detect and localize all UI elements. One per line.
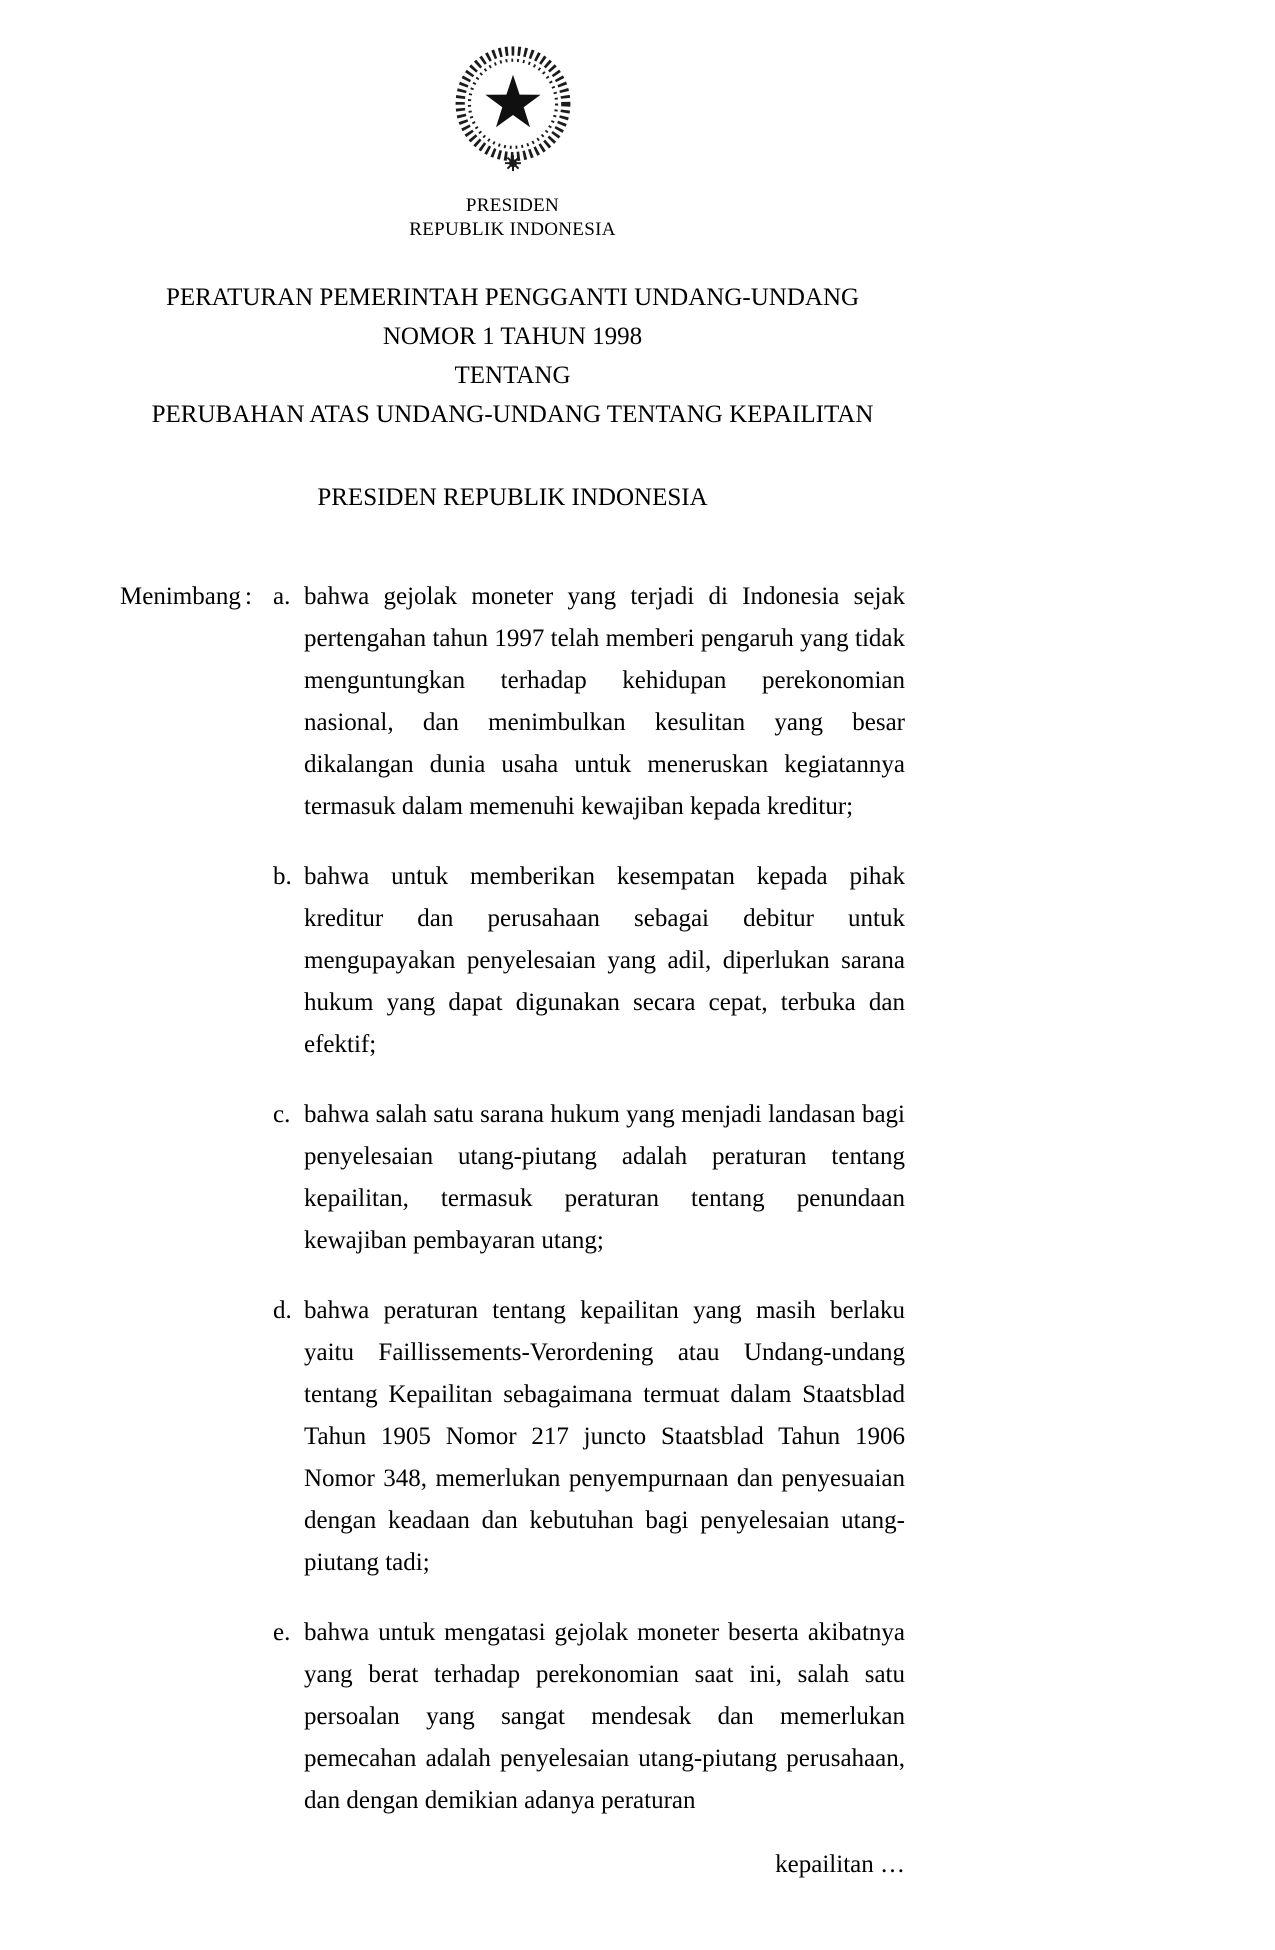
letterhead-republik: REPUBLIK INDONESIA (409, 218, 616, 240)
item-text: bahwa untuk memberikan kesempatan kepada pihak kreditur dan perusahaan sebagai debitur untuk mengupayakan penyelesaian yang adil, diperlukan sarana hukum yang dapat digunakan secara cepat, terbuka dan efektif; (304, 862, 905, 1058)
catchword: kepailitan … (775, 1850, 905, 1878)
item-text: bahwa untuk mengatasi gejolak moneter beserta akibatnya yang berat terhadap perekonomian saat ini, salah satu persoalan yang sangat mendesak dan memerlukan pemecahan adalah penyelesaian utang-piutang perusahaan, dan dengan demikian adanya peraturan (304, 1618, 905, 1814)
item-text: bahwa peraturan tentang kepailitan yang masih berlaku yaitu Faillissements-Verordening atau Undang-undang tentang Kepailitan sebagaimana termuat dalam Staatsblad Tahun 1905 Nomor 217 juncto Staatsblad Tahun 1906 Nomor 348, memerlukan penyempurnaan dan penyesuaian dengan keadaan dan kebutuhan bagi penyelesaian utang-piutang tadi; (304, 1296, 905, 1576)
presidential-seal-icon (120, 40, 905, 190)
title-line4: PERUBAHAN ATAS UNDANG-UNDANG TENTANG KEPAILITAN (151, 400, 874, 428)
item-text: bahwa salah satu sarana hukum yang menjadi landasan bagi penyelesaian utang-piutang adalah peraturan tentang kepailitan, termasuk peraturan tentang penundaan kewajiban pembayaran utang; (304, 1100, 905, 1254)
title-line2: NOMOR 1 TAHUN 1998 (382, 322, 643, 350)
letterhead-presiden: PRESIDEN (465, 195, 560, 216)
issuer-line: PRESIDEN REPUBLIK INDONESIA (317, 483, 708, 511)
considering-items (273, 576, 905, 1822)
considering-item-b (273, 856, 905, 1066)
considering-colon: : (245, 582, 252, 610)
considering-item-e (273, 1612, 905, 1822)
item-letter: b. (273, 862, 292, 890)
item-letter: c. (273, 1100, 291, 1128)
document-title (120, 278, 905, 434)
item-letter: e. (273, 1618, 291, 1646)
considering-item-c (273, 1094, 905, 1262)
considering-section (120, 576, 905, 1822)
considering-item-a (273, 576, 905, 828)
document-content (120, 40, 905, 1886)
considering-label: Menimbang (120, 582, 241, 610)
letterhead (120, 194, 905, 242)
considering-item-d (273, 1290, 905, 1584)
item-letter: d. (273, 1296, 292, 1324)
title-line3: TENTANG (454, 361, 571, 389)
item-letter: a. (273, 582, 291, 610)
title-line1: PERATURAN PEMERINTAH PENGGANTI UNDANG-UNDANG (165, 283, 860, 311)
item-text: bahwa gejolak moneter yang terjadi di Indonesia sejak pertengahan tahun 1997 telah memberi pengaruh yang tidak menguntungkan terhadap kehidupan perekonomian nasional, dan menimbulkan kesulitan yang besar dikalangan dunia usaha untuk meneruskan kegiatannya termasuk dalam memenuhi kewajiban kepada kreditur; (304, 582, 905, 820)
